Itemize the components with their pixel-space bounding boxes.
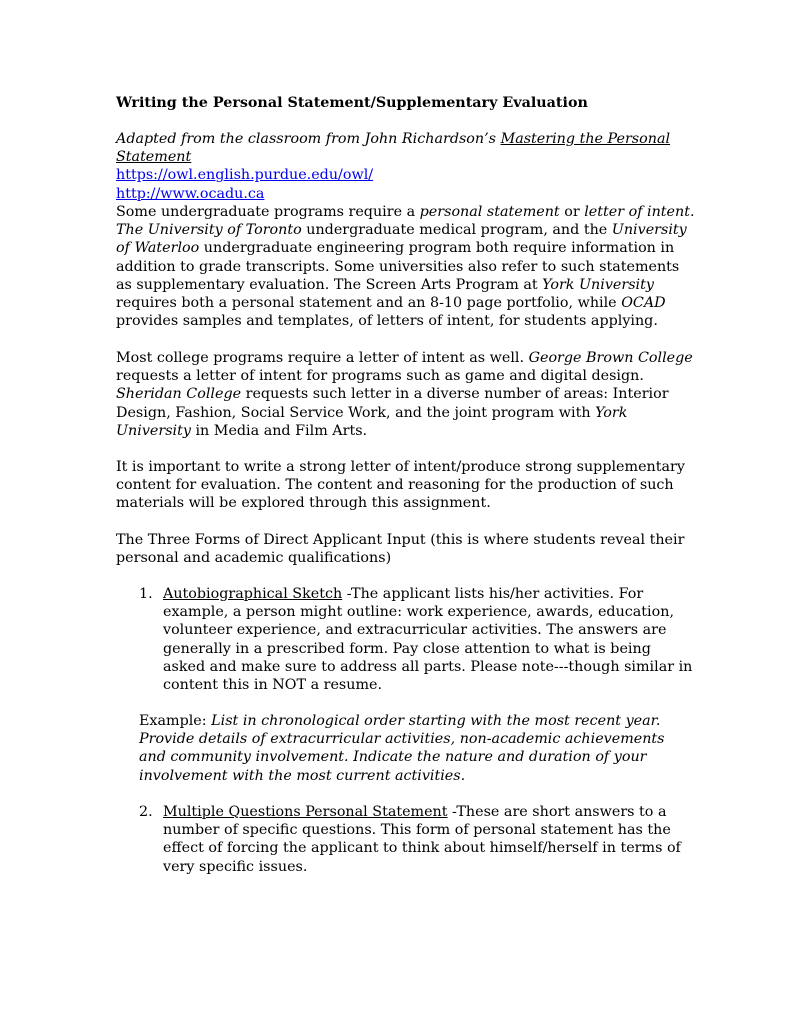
- source-book-title: Mastering the Personal Statement: [116, 131, 671, 166]
- example-label: Example:: [139, 713, 212, 729]
- adapted-from-line: [116, 130, 696, 203]
- purdue-owl-link[interactable]: https://owl.english.purdue.edu/owl/: [116, 167, 374, 184]
- p2-italic-3: York University: [116, 404, 628, 439]
- p2-italic-1: George Brown College: [528, 350, 693, 366]
- adapted-prefix: Adapted from the classroom from John Richardson’s: [116, 131, 501, 147]
- p1-italic-1: personal statement: [419, 204, 560, 220]
- paragraph-importance: It is important to write a strong letter of intent/produce strong supplementary content for evaluation. The content and reasoning for the production of such materials will be explored through this assignment.: [116, 459, 685, 512]
- list-item-autobiographical-sketch: [163, 585, 693, 694]
- p1-italic-5: OCAD: [621, 295, 666, 312]
- p1-text-5: requires both a personal statement and an 8-10 page portfolio, while: [116, 295, 622, 312]
- example-text: List in chronological order starting with the most recent year. Provide details of extracurricular activities, non-academic achievements and community involvement. Indicate the nature and duration of your involvement with the most current activities.: [139, 713, 665, 784]
- item1-heading: Autobiographical Sketch: [163, 586, 343, 602]
- p1-italic-2: letter of intent. The University of Toronto: [116, 204, 695, 239]
- p1-text-3: undergraduate medical program, and the: [301, 222, 612, 239]
- item2-heading: Multiple Questions Personal Statement: [163, 804, 448, 820]
- item1-text: -The applicant lists his/her activities. For example, a person might outline: work experience, awards, education, volunteer experience, and extracurricular activities. The answers are generally in a prescribed form. Pay close attention to what is being asked and make sure to address all parts. Please note---though similar in content this in NOT a resume.: [163, 586, 693, 694]
- p1-text-2: or: [559, 204, 585, 220]
- p2-text-2: requests a letter of intent for programs such as game and digital design.: [116, 368, 644, 385]
- item2-text: -These are short answers to a number of specific questions. This form of personal statement has the effect of forcing the applicant to think about himself/herself in terms of very specific issues.: [163, 804, 681, 875]
- p2-text-1: Most college programs require a letter of intent as well.: [116, 350, 529, 366]
- paragraph-programs: [116, 203, 696, 330]
- list-number-2: 2.: [139, 804, 153, 820]
- document-title: Writing the Personal Statement/Supplementary Evaluation: [116, 95, 588, 111]
- p1-text-6: provides samples and templates, of letters of intent, for students applying.: [116, 313, 658, 330]
- p1-text-1: Some undergraduate programs require a: [116, 204, 420, 220]
- paragraph-colleges: [116, 349, 696, 440]
- p2-text-3: requests such letter in a diverse number of areas: Interior Design, Fashion, Social Service Work, and the joint program with: [116, 386, 669, 421]
- ocadu-link[interactable]: http://www.ocadu.ca: [116, 185, 265, 202]
- list-number-1: 1.: [139, 586, 153, 602]
- list-item-multiple-questions: [163, 803, 693, 876]
- p2-italic-2: Sheridan College: [116, 386, 242, 403]
- p1-italic-3: University of Waterloo: [116, 222, 687, 257]
- example-paragraph: [139, 712, 679, 785]
- paragraph-three-forms: The Three Forms of Direct Applicant Input (this is where students reveal their personal and academic qualifications): [116, 532, 685, 567]
- p1-italic-4: York University: [542, 276, 654, 293]
- p2-text-4: in Media and Film Arts.: [190, 422, 368, 439]
- p1-text-4: undergraduate engineering program both require information in addition to grade transcripts. Some universities also refer to such statements as supplementary evaluation. The Screen Arts Program at: [116, 240, 680, 293]
